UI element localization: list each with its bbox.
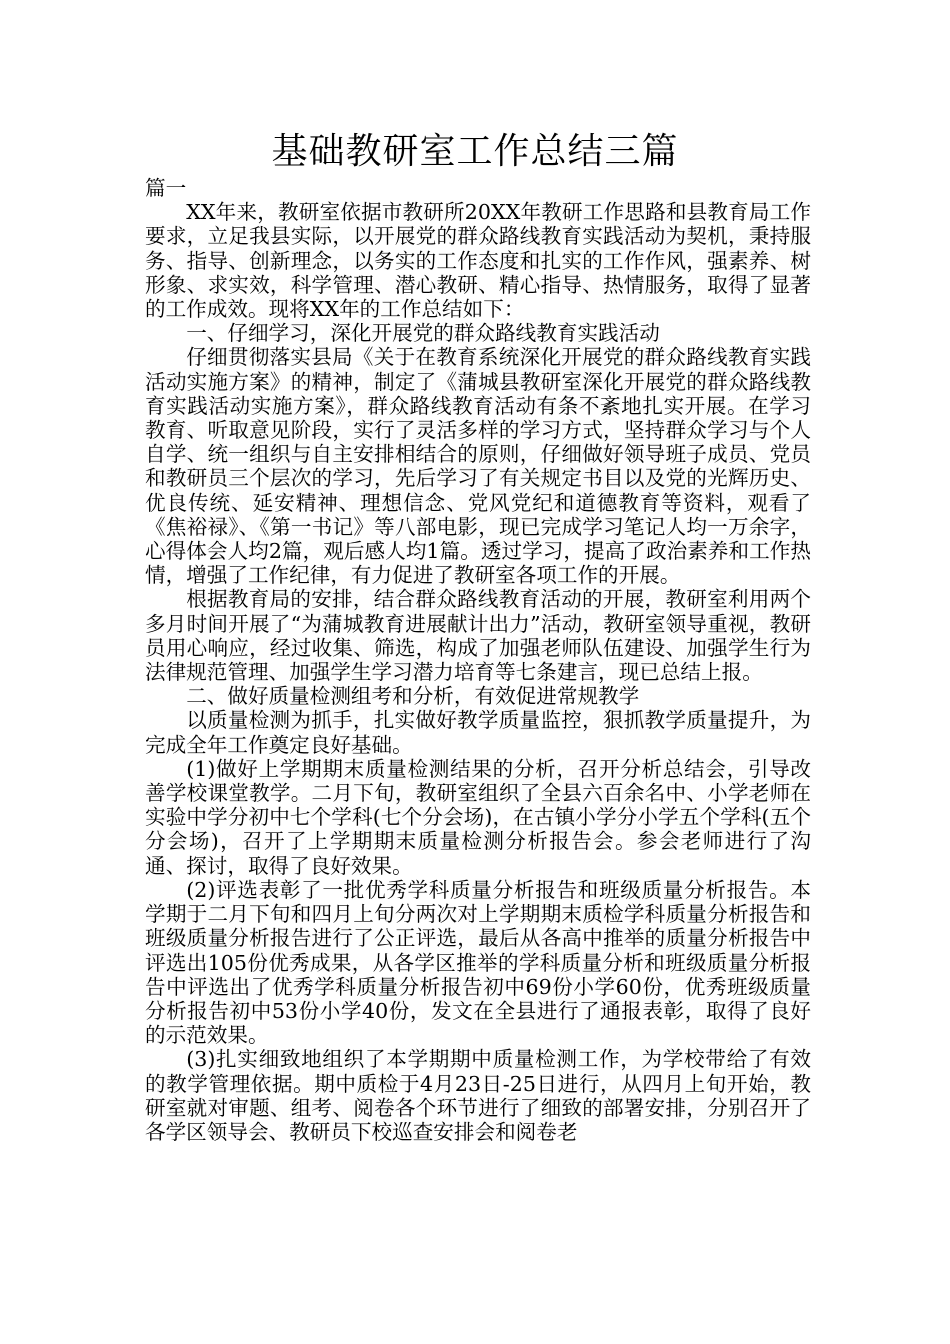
document-title: 基础教研室工作总结三篇	[271, 131, 679, 172]
body-paragraph: 仔细贯彻落实县局《关于在教育系统深化开展党的群众路线教育实践活动实施方案》的精神，制定了《蒲城县教研室深化开展党的群众路线教育实践活动实施方案》，群众路线教育活动有条不紊地扎实开展。在学习教育、听取意见阶段，实行了灵活多样的学习方式，坚持群众学习与个人自学、统一组织与自主安排相结合的原则，仔细做好领导班子成员、党员和教研员三个层次的学习，先后学习了有关规定书目以及党的光辉历史、优良传统、延安精神、理想信念、党风党纪和道德教育等资料，观看了《焦裕禄》、《第一书记》等八部电影，现已完成学习笔记人均一万余字，心得体会人均2篇，观后感人均1篇。透过学习，提高了政治素养和工作热情，增强了工作纪律，有力促进了教研室各项工作的开展。	[145, 345, 811, 588]
section-heading-2: 二、做好质量检测组考和分析，有效促进常规教学	[186, 684, 640, 709]
section-label: 篇一	[145, 176, 187, 200]
body-paragraph: (3)扎实细致地组织了本学期期中质量检测工作，为学校带给了有效的教学管理依据。期中质检于4月23日-25日进行，从四月上旬开始，教研室就对审题、组考、阅卷各个环节进行了细致的部署安排，分别召开了各学区领导会、教研员下校巡查安排会和阅卷老	[145, 1047, 811, 1144]
body-paragraph: (1)做好上学期期末质量检测结果的分析，召开分析总结会，引导改善学校课堂教学。二月下旬，教研室组织了全县六百余名中、小学老师在实验中学分初中七个学科(七个分会场)，在古镇小学分小学五个学科(五个分会场)，召开了上学期期末质量检测分析报告会。参会老师进行了沟通、探讨，取得了良好效果。	[145, 756, 811, 878]
document-body	[145, 176, 811, 1144]
body-paragraph: 根据教育局的安排，结合群众路线教育活动的开展，教研室利用两个多月时间开展了“为蒲城教育进展献计出力”活动，教研室领导重视，教研员用心响应，经过收集、筛选，构成了加强老师队伍建设、加强学生行为法律规范管理、加强学生学习潜力培育等七条建言，现已总结上报。	[145, 587, 811, 685]
body-paragraph: (2)评选表彰了一批优秀学科质量分析报告和班级质量分析报告。本学期于二月下旬和四月上旬分两次对上学期期末质检学科质量分析报告和班级质量分析报告进行了公正评选，最后从各高中推举的质量分析报告中评选出105份优秀成果，从各学区推举的学科质量分析和班级质量分析报告中评选出了优秀学科质量分析报告初中69份小学60份，优秀班级质量分析报告初中53份小学40份，发文在全县进行了通报表彰，取得了良好的示范效果。	[145, 877, 811, 1048]
section-heading-1: 一、仔细学习，深化开展党的群众路线教育实践活动	[186, 321, 660, 346]
body-paragraph: 以质量检测为抓手，扎实做好教学质量监控，狠抓教学质量提升，为完成全年工作奠定良好基础。	[145, 708, 811, 757]
intro-paragraph: XX年来，教研室依据市教研所20XX年教研工作思路和县教育局工作要求，立足我县实际，以开展党的群众路线教育实践活动为契机，秉持服务、指导、创新理念，以务实的工作态度和扎实的工作作风，强素养、树形象、求实效，科学管理、潜心教研、精心指导、热情服务，取得了显著的工作成效。现将XX年的工作总结如下：	[145, 200, 811, 322]
